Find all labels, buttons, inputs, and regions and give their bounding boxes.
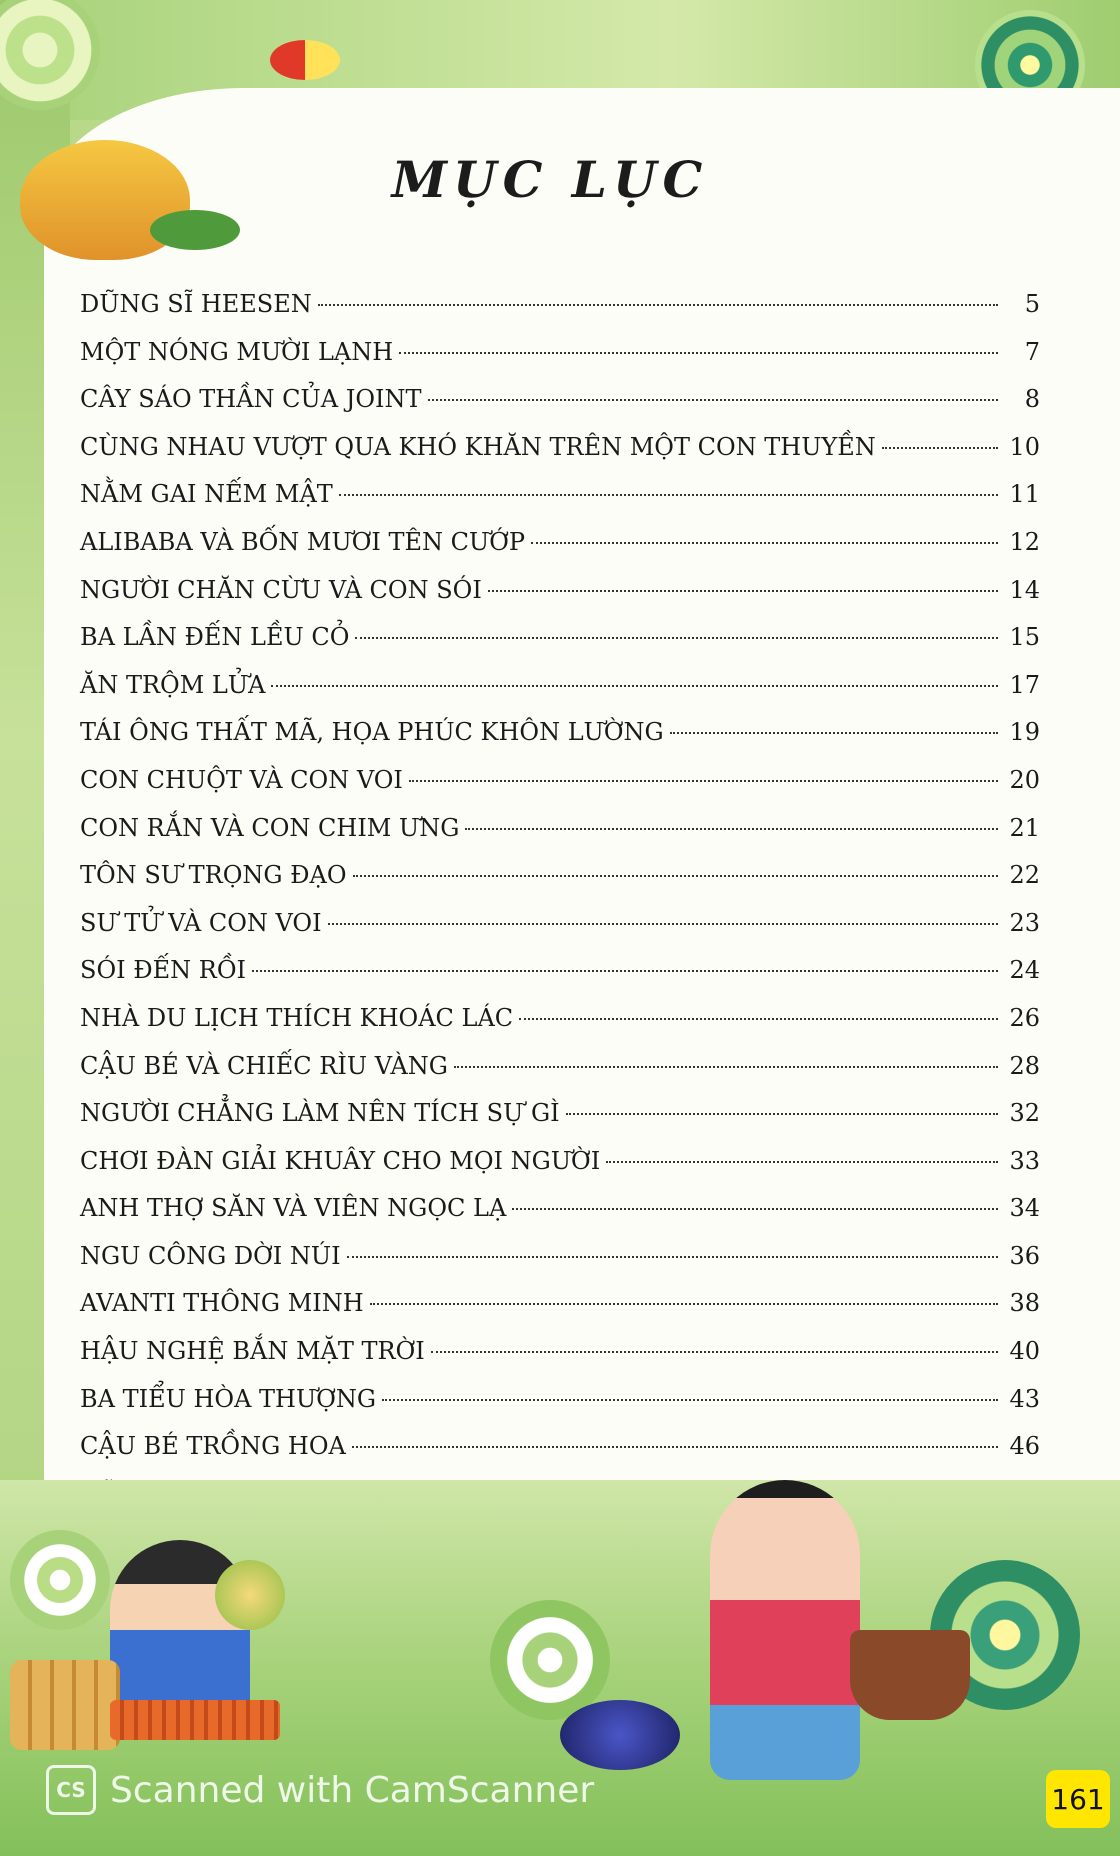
- toc-entry[interactable]: [80, 1052, 1040, 1100]
- decor-circle-bottom-mid: [490, 1600, 610, 1720]
- toc-leader-dots: [454, 1066, 998, 1068]
- toc-entry-title: ALIBABA VÀ BỐN MƯƠI TÊN CƯỚP: [80, 527, 526, 556]
- toc-entry[interactable]: [80, 1004, 1040, 1052]
- toc-entry-title: MỘT NÓNG MƯỜI LẠNH: [80, 337, 394, 366]
- toc-entry[interactable]: [80, 623, 1040, 671]
- toc-entry-title: ANH THỢ SĂN VÀ VIÊN NGỌC LẠ: [80, 1194, 507, 1223]
- toc-entry-page: 24: [1009, 956, 1040, 985]
- toc-entry[interactable]: [80, 956, 1040, 1004]
- decor-circle-bottom-left: [10, 1530, 110, 1630]
- toc-entry-page: 8: [1024, 385, 1040, 414]
- toc-entry[interactable]: [80, 385, 1040, 433]
- toc-leader-dots: [431, 1351, 998, 1353]
- toc-entry[interactable]: [80, 1099, 1040, 1147]
- toc-entry[interactable]: [80, 338, 1040, 386]
- toc-entry-title: NẰM GAI NẾM MẬT: [80, 480, 333, 509]
- toc-entry-title: HẬU NGHỆ BẮN MẶT TRỜI: [80, 1337, 425, 1366]
- toc-entry-page: 10: [1009, 432, 1040, 461]
- toc-entry-title: NGƯỜI CHẲNG LÀM NÊN TÍCH SỰ GÌ: [80, 1099, 560, 1128]
- toc-entry-title: CON CHUỘT VÀ CON VOI: [80, 765, 403, 794]
- toc-entry-title: CÂY SÁO THẦN CỦA JOINT: [80, 385, 422, 414]
- toc-entry-page: 5: [1024, 290, 1040, 318]
- toc-leader-dots: [519, 1018, 998, 1020]
- toc-entry-title: CHƠI ĐÀN GIẢI KHUÂY CHO MỌI NGƯỜI: [80, 1146, 601, 1175]
- toc-leader-dots: [328, 923, 998, 925]
- toc-entry[interactable]: [80, 1432, 1040, 1480]
- lantern-illustration: [215, 1560, 285, 1630]
- toc-entry-page: 17: [1009, 670, 1040, 699]
- toc-entry-page: 46: [1009, 1432, 1040, 1461]
- toc-leader-dots: [465, 828, 998, 830]
- zither-illustration: [110, 1700, 280, 1740]
- table-of-contents: [80, 290, 1040, 1527]
- toc-entry-page: 28: [1009, 1051, 1040, 1080]
- toc-entry[interactable]: [80, 480, 1040, 528]
- toc-entry-page: 32: [1009, 1099, 1040, 1128]
- camscanner-watermark: [46, 1760, 594, 1820]
- toc-entry-page: 20: [1009, 765, 1040, 794]
- toc-leader-dots: [271, 685, 998, 687]
- toc-leader-dots: [355, 637, 998, 639]
- toc-entry-title: CẬU BÉ VÀ CHIẾC RÌU VÀNG: [80, 1051, 448, 1080]
- toc-leader-dots: [428, 399, 998, 401]
- toc-leader-dots: [531, 542, 998, 544]
- toc-entry-page: 33: [1009, 1146, 1040, 1175]
- toc-entry[interactable]: [80, 1194, 1040, 1242]
- toc-entry-title: SÓI ĐẾN RỒI: [80, 956, 246, 985]
- toc-entry-title: CÙNG NHAU VƯỢT QUA KHÓ KHĂN TRÊN MỘT CON THUYỀN: [80, 432, 876, 461]
- toc-entry-page: 21: [1009, 813, 1040, 842]
- toc-entry-title: NGƯỜI CHĂN CỪU VÀ CON SÓI: [80, 575, 482, 604]
- toc-entry[interactable]: [80, 1242, 1040, 1290]
- toc-entry[interactable]: [80, 1289, 1040, 1337]
- toc-entry-page: 15: [1009, 623, 1040, 652]
- toc-leader-dots: [488, 590, 998, 592]
- toc-leader-dots: [339, 494, 998, 496]
- toc-entry-page: 22: [1009, 861, 1040, 890]
- toc-entry[interactable]: [80, 576, 1040, 624]
- toc-entry-title: DŨNG SĨ HEESEN: [80, 290, 312, 318]
- toc-leader-dots: [882, 447, 998, 449]
- toc-entry-page: 34: [1009, 1194, 1040, 1223]
- page-number: 161: [1046, 1770, 1110, 1828]
- toc-entry[interactable]: [80, 671, 1040, 719]
- toc-entry-page: 19: [1009, 718, 1040, 747]
- watermark-text: Scanned with CamScanner: [110, 1769, 595, 1811]
- toc-entry-title: BA TIỂU HÒA THƯỢNG: [80, 1384, 377, 1413]
- toc-leader-dots: [399, 352, 998, 354]
- toc-entry-title: AVANTI THÔNG MINH: [80, 1289, 364, 1318]
- firewood-illustration: [10, 1660, 120, 1750]
- toc-entry[interactable]: [80, 528, 1040, 576]
- toc-entry-title: CON RẮN VÀ CON CHIM ƯNG: [80, 813, 460, 842]
- toc-entry-page: 12: [1009, 527, 1040, 556]
- toc-entry[interactable]: [80, 718, 1040, 766]
- toc-entry-page: 7: [1024, 337, 1040, 366]
- toc-leader-dots: [382, 1399, 998, 1401]
- toc-entry-title: NGU CÔNG DỜI NÚI: [80, 1241, 341, 1270]
- toc-entry-page: 40: [1009, 1337, 1040, 1366]
- toc-entry[interactable]: [80, 1337, 1040, 1385]
- toc-entry-page: 26: [1009, 1003, 1040, 1032]
- page-title: MỤC LỤC: [391, 150, 709, 209]
- toc-entry[interactable]: [80, 1385, 1040, 1433]
- toc-leader-dots: [512, 1208, 998, 1210]
- toc-entry[interactable]: [80, 814, 1040, 862]
- toc-entry-title: CẬU BÉ TRỒNG HOA: [80, 1432, 346, 1461]
- toc-entry-page: 43: [1009, 1384, 1040, 1413]
- bird-illustration: [270, 40, 340, 80]
- toc-entry-title: NHÀ DU LỊCH THÍCH KHOÁC LÁC: [80, 1003, 514, 1032]
- toc-leader-dots: [606, 1161, 998, 1163]
- toc-leader-dots: [670, 732, 998, 734]
- toc-entry[interactable]: [80, 1147, 1040, 1195]
- toc-leader-dots: [347, 1256, 998, 1258]
- toc-leader-dots: [566, 1113, 998, 1115]
- basket-illustration: [850, 1630, 970, 1720]
- toc-entry[interactable]: [80, 433, 1040, 481]
- toc-entry-page: 38: [1009, 1289, 1040, 1318]
- toc-leader-dots: [409, 780, 998, 782]
- toc-entry-title: ĂN TRỘM LỬA: [80, 670, 266, 699]
- toc-entry-title: TÁI ÔNG THẤT MÃ, HỌA PHÚC KHÔN LƯỜNG: [80, 718, 664, 747]
- toc-entry-title: TÔN SƯ TRỌNG ĐẠO: [80, 861, 347, 890]
- toc-entry[interactable]: [80, 290, 1040, 338]
- toc-entry-title: SƯ TỬ VÀ CON VOI: [80, 908, 322, 937]
- toc-entry-page: 11: [1009, 480, 1040, 509]
- toc-entry-page: 23: [1009, 908, 1040, 937]
- toc-entry-page: 36: [1009, 1241, 1040, 1270]
- boy-illustration: [710, 1480, 860, 1780]
- camscanner-logo: CS: [46, 1765, 96, 1815]
- toc-entry-title: BA LẦN ĐẾN LỀU CỎ: [80, 623, 350, 652]
- toc-entry[interactable]: [80, 909, 1040, 957]
- toc-leader-dots: [370, 1303, 998, 1305]
- toc-entry-page: 14: [1009, 575, 1040, 604]
- toc-entry[interactable]: [80, 766, 1040, 814]
- toc-leader-dots: [252, 970, 998, 972]
- toc-leader-dots: [318, 304, 998, 306]
- toc-leader-dots: [353, 875, 998, 877]
- toc-entry[interactable]: [80, 861, 1040, 909]
- toc-leader-dots: [352, 1446, 998, 1448]
- leaf-illustration: [150, 210, 240, 250]
